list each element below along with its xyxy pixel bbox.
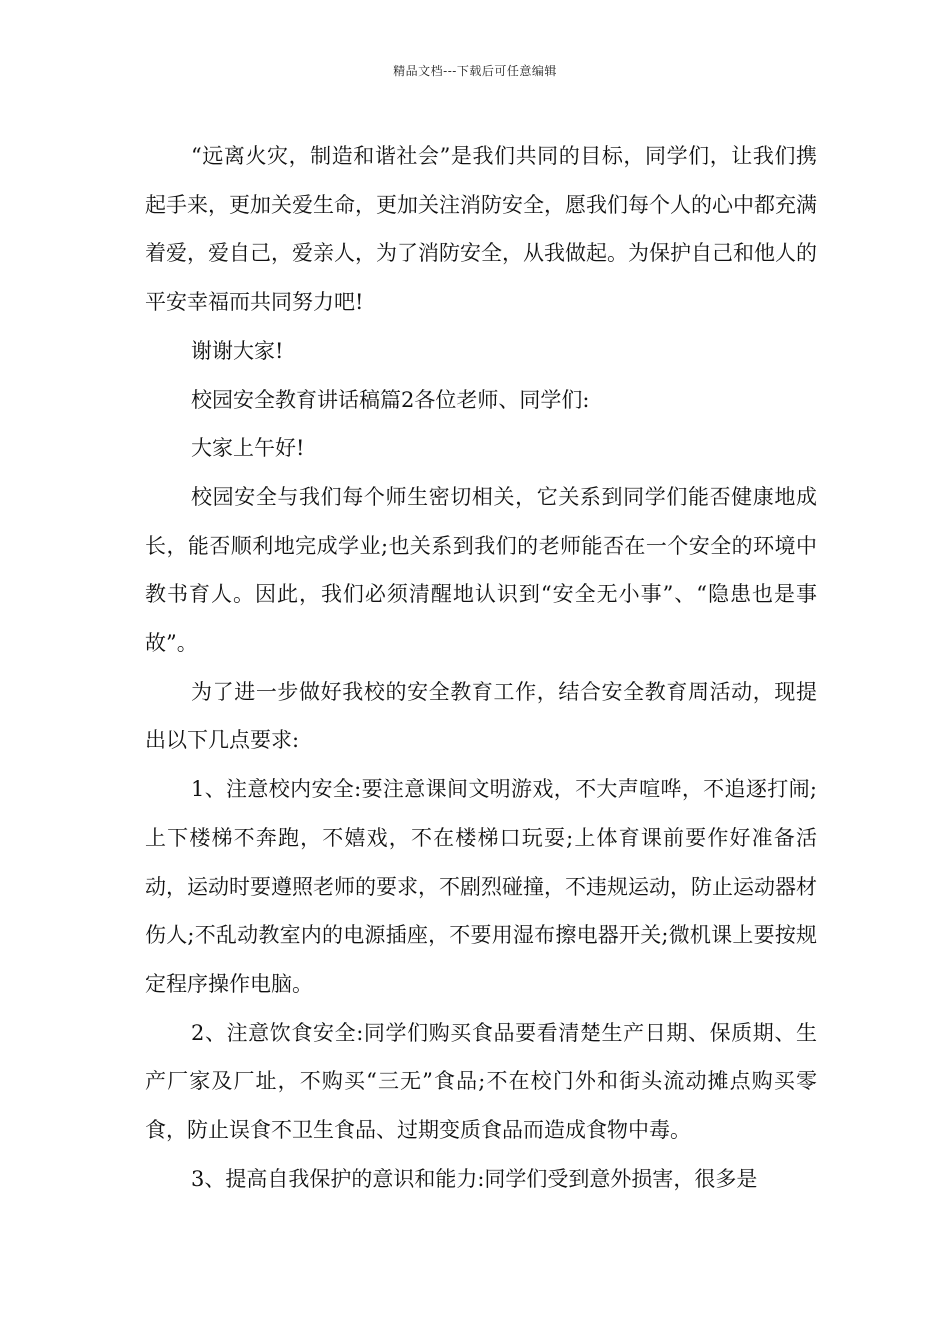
paragraph-requirements-intro: 为了进一步做好我校的安全教育工作，结合安全教育周活动，现提出以下几点要求: xyxy=(145,679,817,753)
paragraph-closing-appeal: “远离火灾，制造和谐社会”是我们共同的目标，同学们，让我们携起手来，更加关爱生命，更加关注消防安全，愿我们每个人的心中都充满着爱，爱自己，爱亲人，为了消防安全，从我做起。为保护自己和他人的平安幸福而共同努力吧! xyxy=(145,144,817,315)
paragraph-speech-title: 校园安全教育讲话稿篇2各位老师、同学们: xyxy=(191,387,590,412)
paragraph-campus-safety: 校园安全与我们每个师生密切相关，它关系到同学们能否健康地成长，能否顺利地完成学业;也关系到我们的老师能否在一个安全的环境中教书育人。因此，我们必须清醒地认识到“安全无小事”、“隐患也是事故”。 xyxy=(145,484,817,656)
paragraph-greeting: 大家上午好! xyxy=(191,436,305,461)
paragraph-requirement-1: 1、注意校内安全:要注意课间文明游戏，不大声喧哗，不追逐打闹;上下楼梯不奔跑，不嬉戏，不在楼梯口玩耍;上体育课前要作好准备活动，运动时要遵照老师的要求，不剧烈碰撞，不违规运动，防止运动器材伤人;不乱动教室内的电源插座，不要用湿布擦电器开关;微机课上要按规定程序操作电脑。 xyxy=(145,777,817,996)
page-header: 精品文档---下载后可任意编辑 xyxy=(393,64,557,78)
document-body xyxy=(145,132,817,1203)
paragraph-requirement-3: 3、提高自我保护的意识和能力:同学们受到意外损害，很多是 xyxy=(191,1166,758,1191)
paragraph-requirement-2: 2、注意饮食安全:同学们购买食品要看清楚生产日期、保质期、生产厂家及厂址，不购买“三无”食品;不在校门外和街头流动摊点购买零食，防止误食不卫生食品、过期变质食品而造成食物中毒。 xyxy=(145,1020,817,1143)
paragraph-thanks: 谢谢大家! xyxy=(191,338,284,363)
